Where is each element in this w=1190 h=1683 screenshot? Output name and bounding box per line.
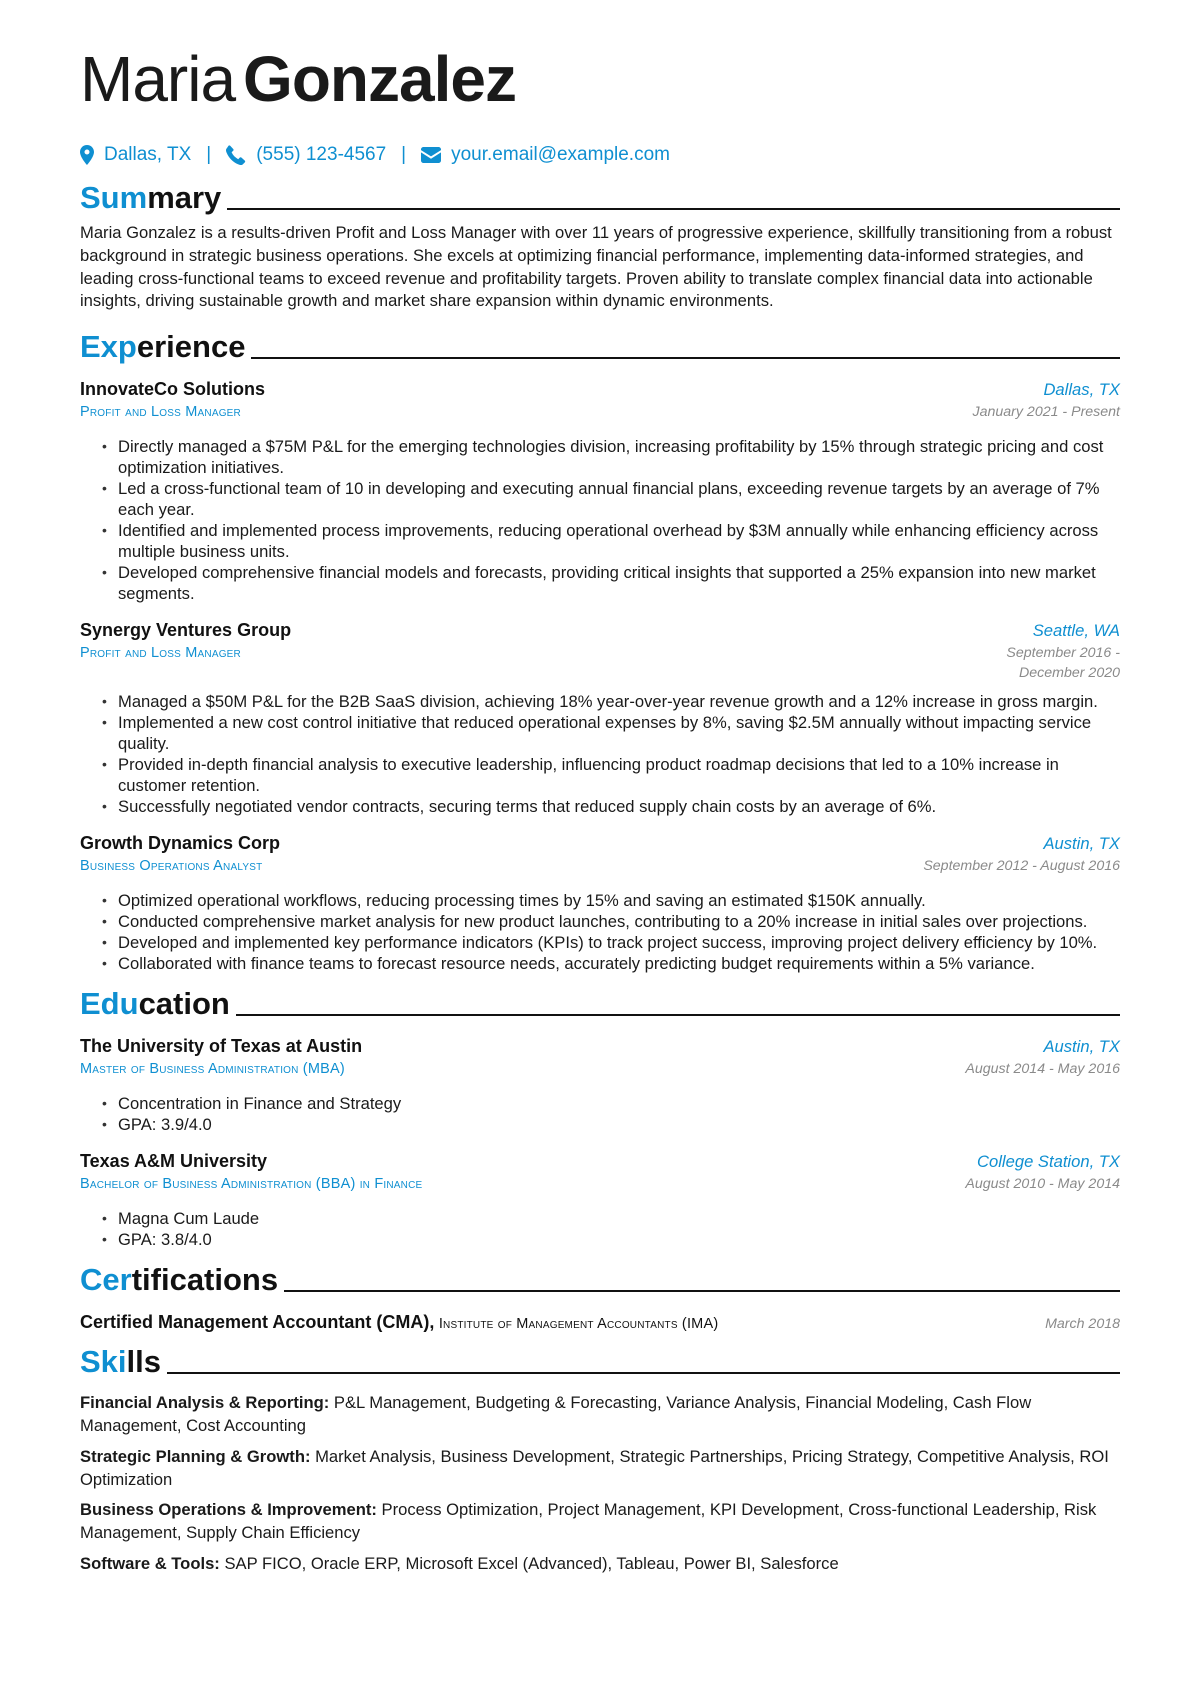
resume-page — [80, 38, 1120, 1576]
separator: | — [401, 144, 407, 165]
section-title-rest: mary — [147, 180, 222, 215]
section-title-highlight: Edu — [80, 986, 139, 1022]
bullet-item: • Concentration in Finance and Strategy — [118, 1093, 1120, 1114]
job-location: Austin, TX — [1043, 834, 1120, 854]
bullet-item: • Implemented a new cost control initiative that reduced operational expenses by 8%, saving $2.5M annually without impacting service quality. — [118, 712, 1120, 754]
job-dates: January 2021 - Present — [972, 404, 1120, 421]
certification-entry — [80, 1312, 1120, 1334]
bullet-item: • Successfully negotiated vendor contracts, securing terms that reduced supply chain costs by an average of 6%. — [118, 796, 1120, 817]
certification-institute: Institute of Management Accountants (IMA) — [438, 1316, 719, 1333]
email-text: your.email@example.com — [451, 144, 670, 165]
experience-section-header — [80, 327, 1120, 365]
certification-name: Certified Management Accountant (CMA), — [80, 1312, 435, 1333]
skill-group — [80, 1553, 1120, 1576]
map-marker-icon — [80, 145, 94, 165]
bullet-list — [80, 1093, 1120, 1135]
experience-entry — [80, 377, 1120, 604]
bullet-item: • Identified and implemented process improvements, reducing operational overhead by $3M annually while enhancing efficiency across multiple business units. — [118, 520, 1120, 562]
contact-email[interactable] — [421, 144, 670, 166]
section-divider — [284, 1290, 1120, 1292]
school-location: College Station, TX — [977, 1152, 1120, 1172]
section-title-summary — [80, 180, 221, 216]
skill-group-label: Strategic Planning & Growth: — [80, 1446, 311, 1466]
skill-group-items: Market Analysis, Business Development, Strategic Partnerships, Pricing Strategy, Competitive Analysis, ROI Optimization — [80, 1446, 1109, 1489]
job-title: Profit and Loss Manager — [80, 645, 241, 662]
bullet-item: • Provided in-depth financial analysis to executive leadership, influencing product roadmap decisions that led to a 10% increase in customer retention. — [118, 754, 1120, 796]
section-title-skills — [80, 1344, 161, 1380]
company-name: Synergy Ventures Group — [80, 620, 292, 641]
skill-group-items: P&L Management, Budgeting & Forecasting, Variance Analysis, Financial Modeling, Cash Flow Management, Cost Accounting — [80, 1393, 1032, 1435]
skill-group — [80, 1499, 1120, 1545]
skill-group-label: Software & Tools: — [80, 1553, 220, 1573]
bullet-item: • Optimized operational workflows, reducing processing times by 15% and saving an estimated $150K annually. — [118, 890, 1120, 911]
section-title-rest: erience — [136, 329, 246, 365]
school-name: Texas A&M University — [80, 1151, 268, 1172]
section-divider — [227, 208, 1120, 210]
skill-group-label: Financial Analysis & Reporting: — [80, 1393, 330, 1413]
skill-group-items: SAP FICO, Oracle ERP, Microsoft Excel (Advanced), Tableau, Power BI, Salesforce — [224, 1553, 839, 1573]
bullet-item: • Managed a $50M P&L for the B2B SaaS division, achieving 18% year-over-year revenue growth and a 12% increase in gross margin. — [118, 691, 1120, 712]
section-title-highlight: Ski — [80, 1344, 127, 1380]
last-name: Gonzalez — [243, 43, 516, 115]
bullet-item: • Led a cross-functional team of 10 in developing and executing annual financial plans, exceeding revenue targets by an average of 7% each year. — [118, 478, 1120, 520]
bullet-item: • Developed comprehensive financial models and forecasts, providing critical insights that supported a 25% expansion into new market segments. — [118, 562, 1120, 604]
school-location: Austin, TX — [1043, 1037, 1120, 1057]
job-location: Dallas, TX — [1043, 380, 1120, 400]
bullet-item: • Magna Cum Laude — [118, 1208, 1120, 1229]
bullet-item: • Directly managed a $75M P&L for the emerging technologies division, increasing profitability by 15% through strategic pricing and cost optimization initiatives. — [118, 436, 1120, 478]
school-name: The University of Texas at Austin — [80, 1036, 363, 1057]
company-name: InnovateCo Solutions — [80, 379, 266, 400]
contact-location — [80, 144, 191, 166]
experience-entry — [80, 831, 1120, 974]
section-title-experience — [80, 329, 245, 365]
skill-group — [80, 1392, 1120, 1438]
job-title: Business Operations Analyst — [80, 858, 263, 875]
section-title-highlight: Cer — [80, 1262, 132, 1298]
bullet-item: • Conducted comprehensive market analysis for new product launches, contributing to a 20% increase in initial sales over projections. — [118, 911, 1120, 932]
job-dates: September 2016 - December 2020 — [1006, 645, 1120, 682]
bullet-item: • GPA: 3.8/4.0 — [118, 1229, 1120, 1250]
section-title-education — [80, 986, 230, 1022]
first-name: Maria — [80, 43, 236, 115]
bullet-item: • Developed and implemented key performance indicators (KPIs) to track project success, improving project delivery efficiency by 10%. — [118, 932, 1120, 953]
phone-text: (555) 123-4567 — [256, 144, 387, 165]
separator: | — [206, 144, 212, 165]
job-dates: September 2012 - August 2016 — [923, 858, 1120, 875]
section-title-rest: cation — [138, 986, 230, 1022]
education-entry — [80, 1149, 1120, 1250]
summary-section-header — [80, 178, 1120, 216]
location-text: Dallas, TX — [104, 144, 192, 165]
contact-line — [80, 140, 1120, 170]
section-title-rest: tifications — [131, 1262, 279, 1298]
section-title-highlight: Sum — [80, 180, 148, 215]
section-title-certifications — [80, 1262, 278, 1298]
company-name: Growth Dynamics Corp — [80, 833, 281, 854]
skill-group-items: Process Optimization, Project Management, KPI Development, Cross-functional Leadership, Risk Management, Supply Chain Efficiency — [80, 1500, 1097, 1543]
skill-group-label: Business Operations & Improvement: — [80, 1500, 377, 1520]
degree: Master of Business Administration (MBA) — [80, 1061, 345, 1078]
education-entry — [80, 1034, 1120, 1135]
bullet-item: • Collaborated with finance teams to forecast resource needs, accurately predicting budget requirements within a 5% variance. — [118, 953, 1120, 974]
job-location: Seattle, WA — [1032, 621, 1120, 641]
bullet-item: • GPA: 3.9/4.0 — [118, 1114, 1120, 1135]
bullet-list — [80, 436, 1120, 604]
bullet-list — [80, 1208, 1120, 1250]
degree: Bachelor of Business Administration (BBA) in Finance — [80, 1176, 423, 1193]
section-divider — [251, 357, 1120, 359]
certification-date: March 2018 — [1045, 1316, 1120, 1333]
section-title-highlight: Exp — [80, 329, 137, 365]
certifications-section-header — [80, 1260, 1120, 1298]
skills-section-header — [80, 1342, 1120, 1380]
education-dates: August 2010 - May 2014 — [965, 1176, 1120, 1193]
contact-phone[interactable] — [226, 144, 386, 166]
section-divider — [236, 1014, 1120, 1016]
job-title: Profit and Loss Manager — [80, 404, 241, 421]
section-divider — [167, 1372, 1120, 1374]
bullet-list — [80, 890, 1120, 974]
phone-icon — [226, 145, 246, 165]
candidate-name — [80, 38, 1120, 120]
summary-text: Maria Gonzalez is a results-driven Profit and Loss Manager with over 11 years of progressive experience, skillfully transitioning from a robust background in strategic business operations. She excels at optimizing financial performance, implementing data-informed strategies, and leading cross-functional teams to exceed revenue and profitability targets. Proven ability to translate complex financial data into actionable insights, driving sustainable growth and market share expansion within dynamic environments. — [80, 223, 1112, 311]
bullet-list — [80, 691, 1120, 817]
section-title-rest: lls — [126, 1344, 161, 1380]
envelope-icon — [421, 147, 441, 163]
experience-entry — [80, 618, 1120, 817]
education-dates: August 2014 - May 2016 — [965, 1061, 1120, 1078]
skill-group — [80, 1446, 1120, 1492]
education-section-header — [80, 984, 1120, 1022]
